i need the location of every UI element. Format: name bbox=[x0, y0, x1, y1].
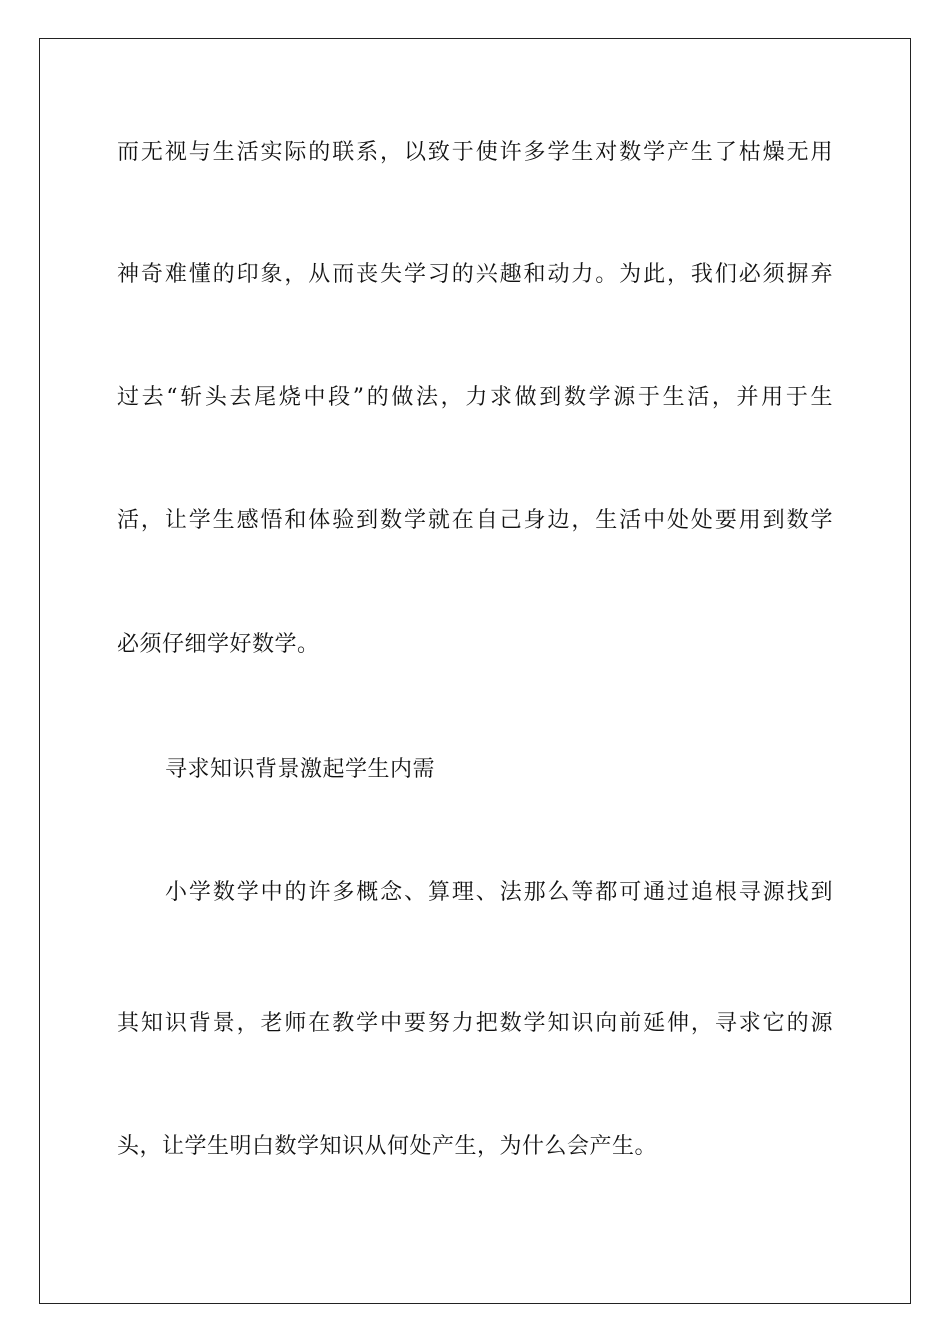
paragraph-line: 而无视与生活实际的联系，以致于使许多学生对数学产生了枯燥无用 bbox=[117, 140, 833, 165]
paragraph-line: 小学数学中的许多概念、算理、法那么等都可通过追根寻源找到 bbox=[165, 880, 833, 905]
paragraph-line: 神奇难懂的印象，从而丧失学习的兴趣和动力。为此，我们必须摒弃 bbox=[117, 262, 833, 287]
page-frame bbox=[39, 38, 911, 1304]
paragraph-line: 过去“斩头去尾烧中段”的做法，力求做到数学源于生活，并用于生 bbox=[117, 385, 833, 410]
paragraph-line: 活，让学生感悟和体验到数学就在自己身边，生活中处处要用到数学 bbox=[117, 508, 833, 533]
section-heading: 寻求知识背景激起学生内需 bbox=[165, 757, 436, 782]
paragraph-line: 头，让学生明白数学知识从何处产生，为什么会产生。 bbox=[117, 1134, 658, 1159]
paragraph-line: 其知识背景，老师在教学中要努力把数学知识向前延伸，寻求它的源 bbox=[117, 1011, 833, 1036]
paragraph-line: 必须仔细学好数学。 bbox=[117, 632, 320, 657]
